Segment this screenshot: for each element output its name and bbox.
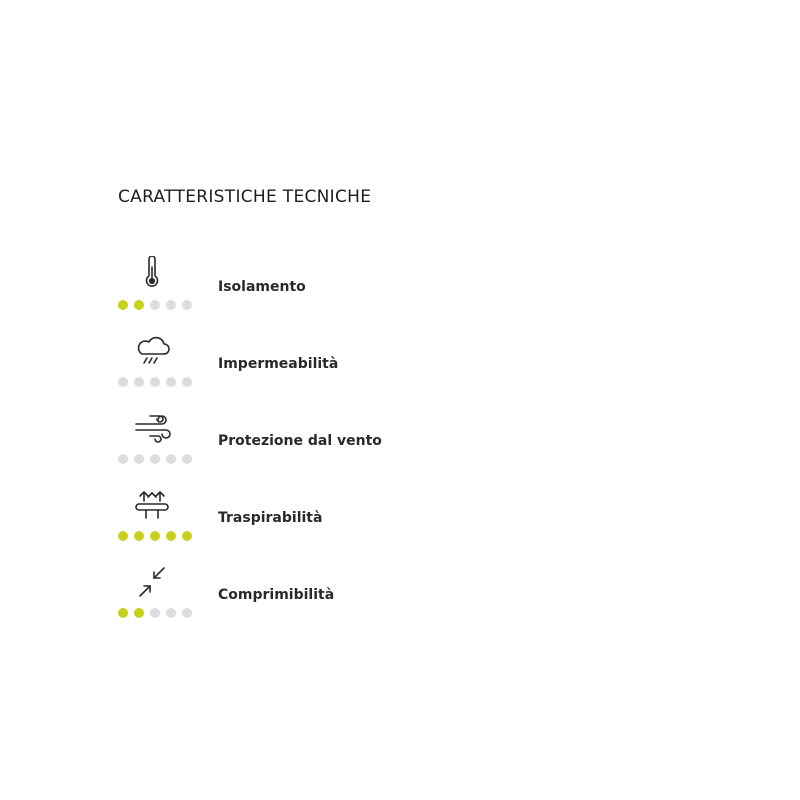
rating-dot-empty — [166, 454, 176, 464]
rating-dots — [118, 608, 192, 618]
rating-dot-empty — [118, 377, 128, 387]
feature-protezione-vento — [114, 410, 434, 470]
thermometer-icon — [130, 256, 174, 292]
rating-dot-filled — [134, 608, 144, 618]
rating-dot-filled — [150, 531, 160, 541]
rating-dot-empty — [134, 377, 144, 387]
feature-label: Comprimibilità — [218, 587, 335, 603]
rating-dots — [118, 300, 192, 310]
feature-label: Impermeabilità — [218, 356, 339, 372]
rating-dot-empty — [182, 300, 192, 310]
wind-icon — [130, 410, 174, 446]
rating-dot-empty — [182, 608, 192, 618]
rating-dot-empty — [182, 377, 192, 387]
rating-dot-empty — [166, 300, 176, 310]
feature-label: Traspirabilità — [218, 510, 323, 526]
rating-dot-filled — [118, 300, 128, 310]
rating-dot-filled — [182, 531, 192, 541]
compress-arrows-icon — [130, 564, 174, 600]
breathability-icon — [130, 487, 174, 523]
rating-dot-empty — [150, 300, 160, 310]
feature-label: Isolamento — [218, 279, 306, 295]
rain-cloud-icon — [130, 333, 174, 369]
feature-impermeabilita — [114, 333, 434, 393]
rating-dots — [118, 377, 192, 387]
rating-dot-filled — [118, 531, 128, 541]
rating-dot-empty — [166, 377, 176, 387]
feature-isolamento — [114, 256, 434, 316]
rating-dot-filled — [134, 531, 144, 541]
feature-label: Protezione dal vento — [218, 433, 382, 449]
rating-dot-empty — [150, 454, 160, 464]
section-title: CARATTERISTICHE TECNICHE — [118, 187, 372, 207]
rating-dot-empty — [134, 454, 144, 464]
rating-dots — [118, 454, 192, 464]
rating-dot-empty — [166, 608, 176, 618]
rating-dot-empty — [118, 454, 128, 464]
rating-dot-filled — [134, 300, 144, 310]
rating-dot-empty — [150, 377, 160, 387]
rating-dot-empty — [182, 454, 192, 464]
feature-comprimibilita — [114, 564, 434, 624]
rating-dot-filled — [118, 608, 128, 618]
rating-dot-filled — [166, 531, 176, 541]
rating-dots — [118, 531, 192, 541]
feature-traspirabilita — [114, 487, 434, 547]
rating-dot-empty — [150, 608, 160, 618]
